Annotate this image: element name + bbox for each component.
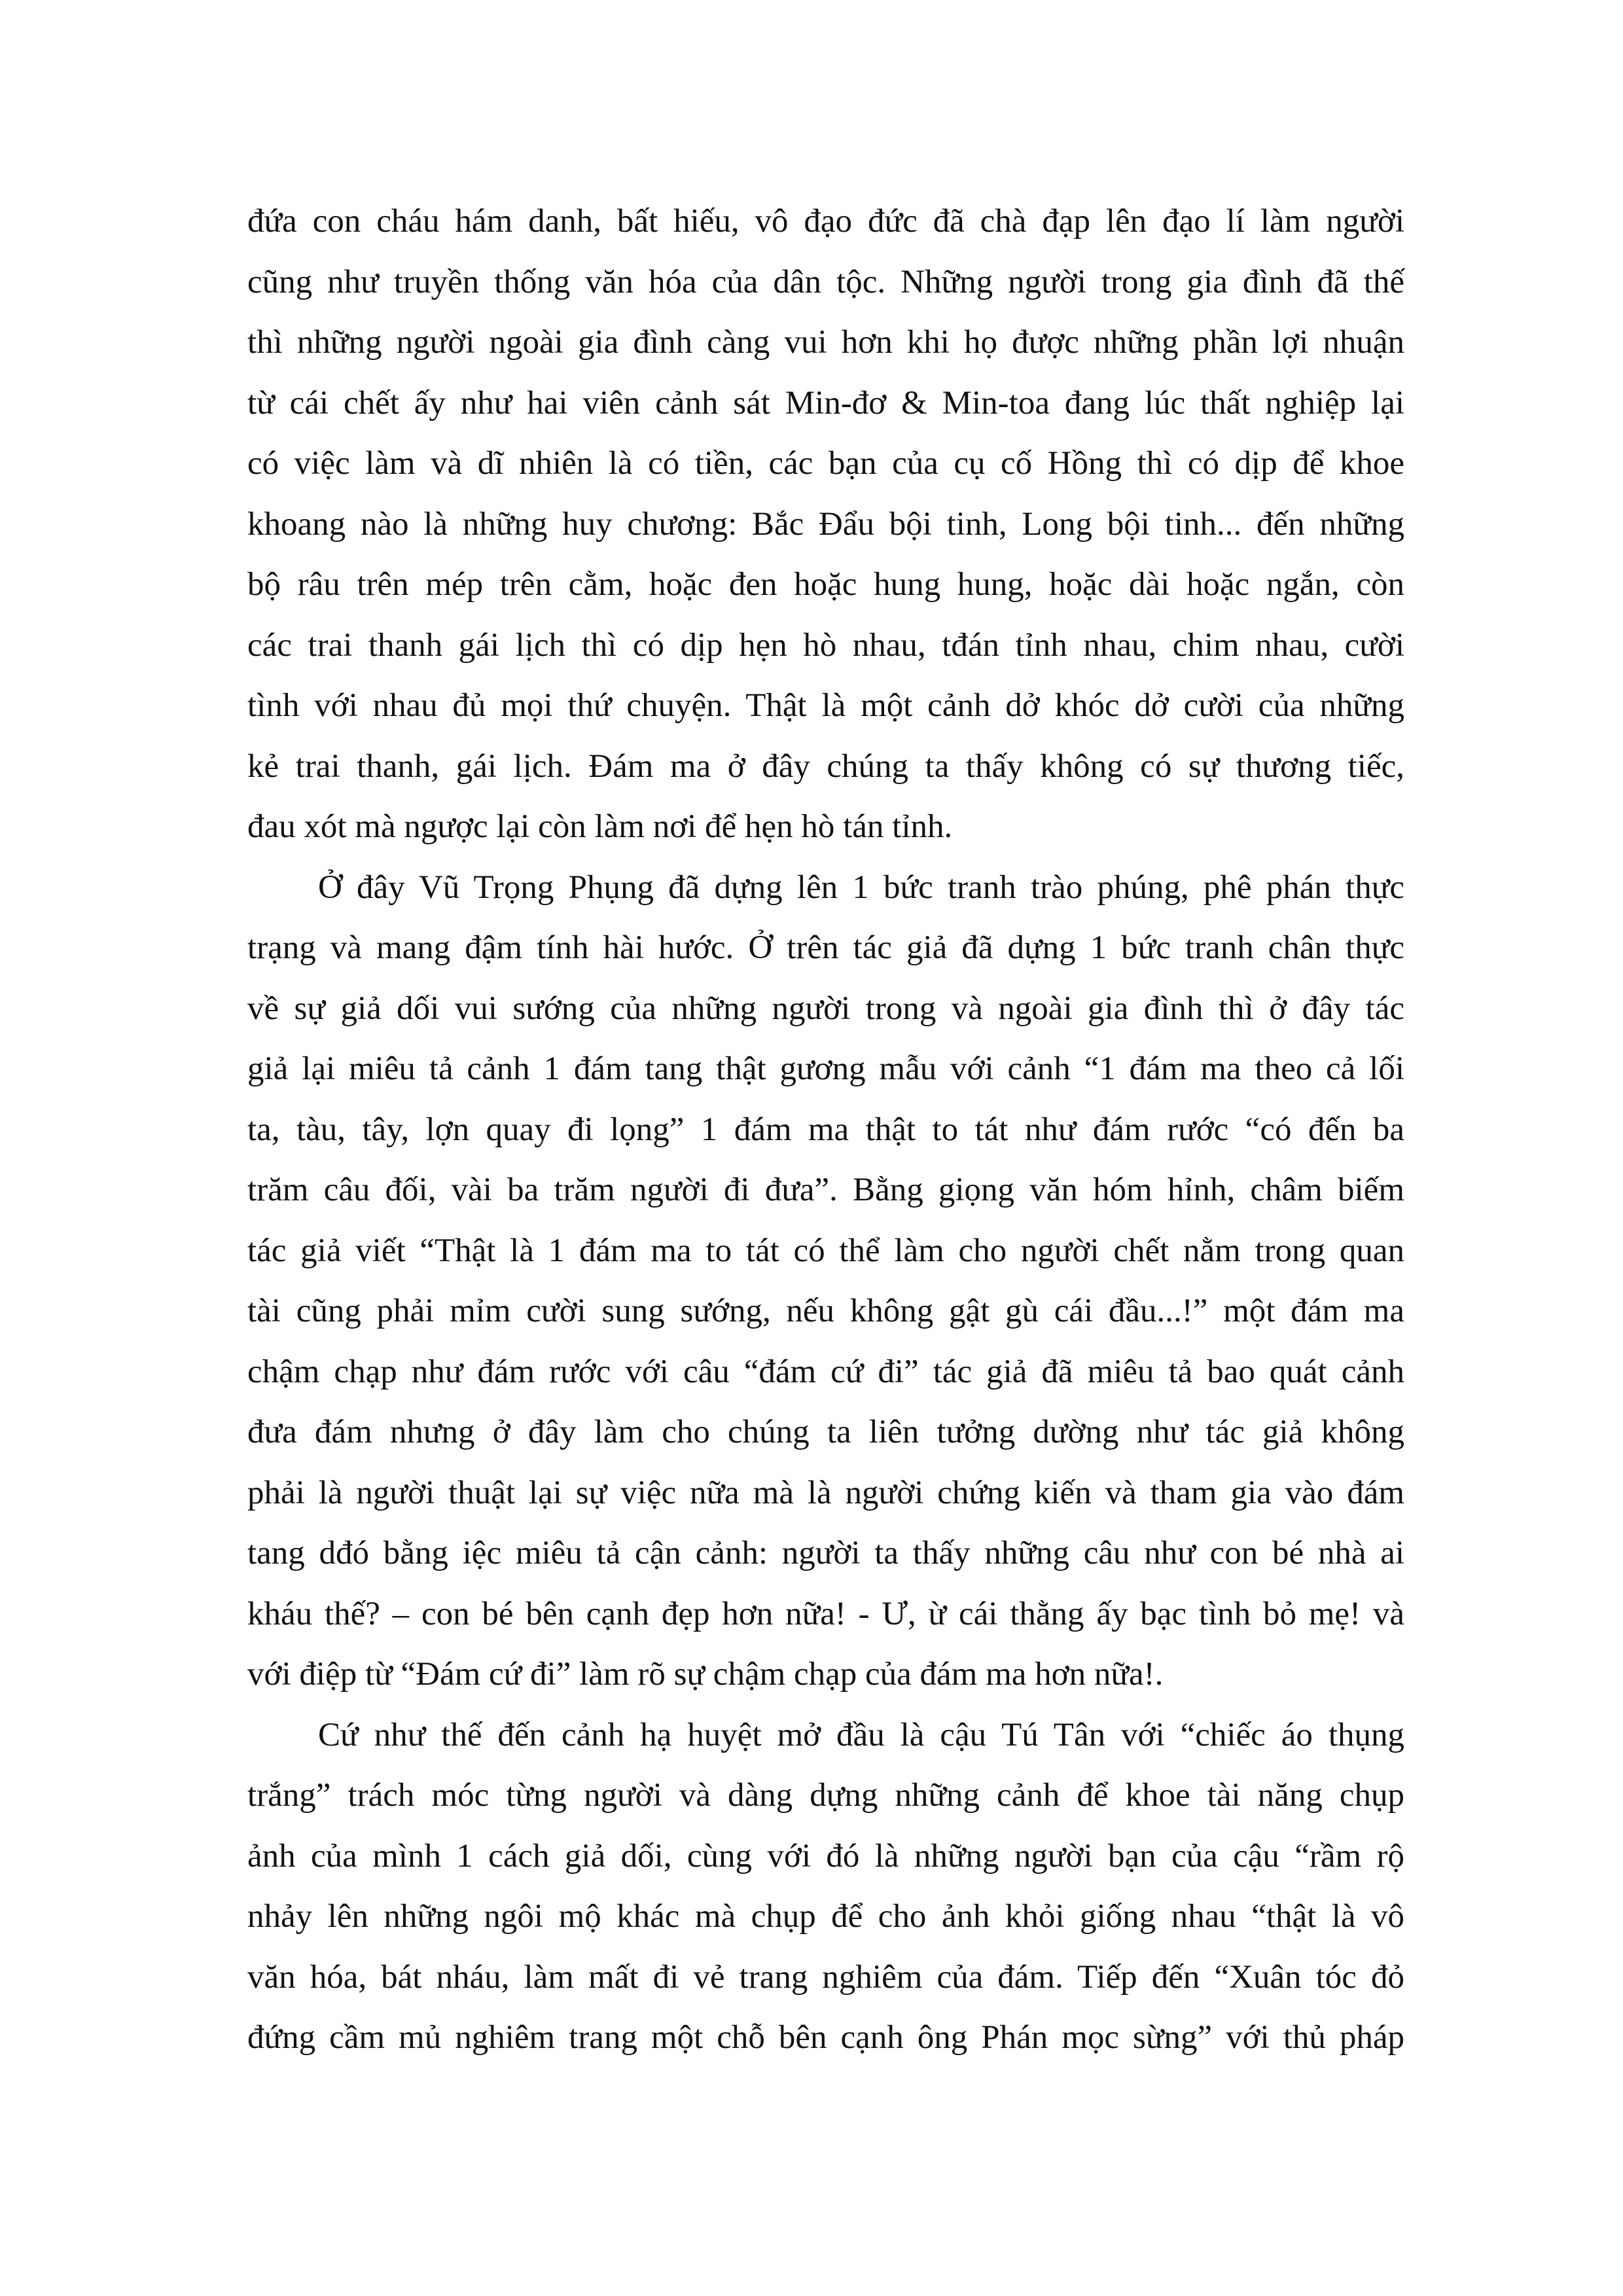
text-line: bộ râu trên mép trên cằm, hoặc đen hoặc hung hung, hoặc dài hoặc ngắn, còn — [247, 566, 1404, 603]
text-line: có việc làm và dĩ nhiên là có tiền, các bạn của cụ cố Hồng thì có dịp để khoe — [247, 445, 1404, 482]
text-line: thì những người ngoài gia đình càng vui hơn khi họ được những phần lợi nhuận — [247, 324, 1404, 361]
text-line: tình với nhau đủ mọi thứ chuyện. Thật là một cảnh dở khóc dở cười của những — [247, 687, 1404, 724]
text-line: cũng như truyền thống văn hóa của dân tộc. Những người trong gia đình đã thế — [247, 263, 1404, 300]
text-line: văn hóa, bát nháu, làm mất đi vẻ trang nghiêm của đám. Tiếp đến “Xuân tóc đỏ — [247, 1958, 1404, 1996]
text-line: từ cái chết ấy như hai viên cảnh sát Min-đơ & Min-toa đang lúc thất nghiệp lại — [247, 384, 1404, 422]
paragraph — [247, 1705, 1404, 2068]
text-line: tang dđó bằng iệc miêu tả cận cảnh: người ta thấy những câu như con bé nhà ai — [247, 1535, 1404, 1571]
text-line: ta, tàu, tây, lợn quay đi lọng” 1 đám ma thật to tát như đám rước “có đến ba — [247, 1111, 1404, 1148]
text-line: tác giả viết “Thật là 1 đám ma to tát có thể làm cho người chết nằm trong quan — [247, 1232, 1404, 1269]
text-line: Ở đây Vũ Trọng Phụng đã dựng lên 1 bức tranh trào phúng, phê phán thực — [318, 869, 1404, 906]
text-line: đứa con cháu hám danh, bất hiếu, vô đạo đức đã chà đạp lên đạo lí làm người — [247, 203, 1404, 240]
text-line: kháu thế? – con bé bên cạnh đẹp hơn nữa! - Ư, ừ cái thằng ấy bạc tình bỏ mẹ! và — [247, 1595, 1404, 1632]
text-line: với điệp từ “Đám cứ đi” làm rõ sự chậm chạp của đám ma hơn nữa!. — [247, 1656, 1164, 1693]
paragraph — [247, 857, 1404, 1705]
text-line: trắng” trách móc từng người và dàng dựng những cảnh để khoe tài năng chụp — [247, 1777, 1404, 1814]
text-line: nhảy lên những ngôi mộ khác mà chụp để cho ảnh khỏi giống nhau “thật là vô — [247, 1898, 1404, 1935]
text-line: ảnh của mình 1 cách giả dối, cùng với đó là những người bạn của cậu “rầm rộ — [247, 1837, 1404, 1874]
text-line: đưa đám nhưng ở đây làm cho chúng ta liên tưởng dường như tác giả không — [247, 1414, 1404, 1450]
text-line: phải là người thuật lại sự việc nữa mà là người chứng kiến và tham gia vào đám — [247, 1474, 1404, 1511]
paragraph — [247, 191, 1404, 857]
text-line: các trai thanh gái lịch thì có dịp hẹn hò nhau, tđán tỉnh nhau, chim nhau, cười — [247, 626, 1404, 664]
body-text — [247, 191, 1404, 2068]
text-line: Cứ như thế đến cảnh hạ huyệt mở đầu là cậu Tú Tân với “chiếc áo thụng — [318, 1716, 1404, 1753]
text-line: kẻ trai thanh, gái lịch. Đám ma ở đây chúng ta thấy không có sự thương tiếc, — [247, 747, 1404, 785]
text-line: đau xót mà ngược lại còn làm nơi để hẹn hò tán tỉnh. — [247, 808, 953, 845]
text-line: đứng cầm mủ nghiêm trang một chỗ bên cạnh ông Phán mọc sừng” với thủ pháp — [247, 2019, 1404, 2056]
text-line: khoang nào là những huy chương: Bắc Đẩu bội tinh, Long bội tinh... đến những — [247, 505, 1404, 543]
text-line: chậm chạp như đám rước với câu “đám cứ đi” tác giả đã miêu tả bao quát cảnh — [247, 1353, 1404, 1390]
text-line: giả lại miêu tả cảnh 1 đám tang thật gương mẫu với cảnh “1 đám ma theo cả lối — [247, 1050, 1404, 1087]
text-line: tài cũng phải mỉm cười sung sướng, nếu không gật gù cái đầu...!” một đám ma — [247, 1293, 1404, 1329]
text-line: về sự giả dối vui sướng của những người trong và ngoài gia đình thì ở đây tác — [247, 990, 1404, 1027]
text-line: trăm câu đối, vài ba trăm người đi đưa”. Bằng giọng văn hóm hỉnh, châm biếm — [247, 1172, 1404, 1208]
text-line: trạng và mang đậm tính hài hước. Ở trên tác giả đã dựng 1 bức tranh chân thực — [247, 929, 1404, 966]
